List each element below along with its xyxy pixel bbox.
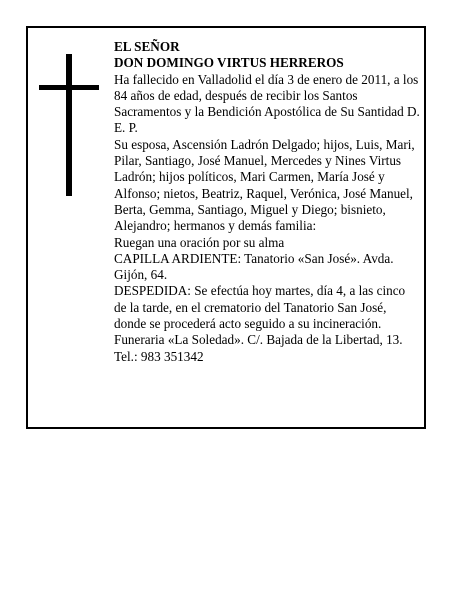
obituary-text <box>114 39 420 365</box>
funeral-home: Funeraria «La Soledad». C/. Bajada de la Libertad, 13. <box>114 332 403 348</box>
death-announcement: Ha fallecido en Valladolid el día 3 de enero de 2011, a los 84 años de edad, después de recibir los Santos Sacramentos y la Bendición Apostólica de Su Santidad D. E. P. <box>114 71 420 136</box>
farewell-info: DESPEDIDA: Se efectúa hoy martes, día 4, a las cinco de la tarde, en el crematorio del Tanatorio San José, donde se procederá acto seguido a su incineración. <box>114 283 406 332</box>
cross-vertical-bar <box>66 54 72 196</box>
heading-line-1: EL SEÑOR <box>114 39 180 54</box>
family-list: Su esposa, Ascensión Ladrón Delgado; hijos, Luis, Mari, Pilar, Santiago, José Manuel, Mercedes y Nines Virtus Ladrón; hijos políticos, Mari Carmen, María José y Alfonso; nietos, Beatriz, Raquel, Verónica, José Manuel, Berta, Gemma, Santiago, Miguel y Diego; bisnieto, Alejandro; hermanos y demás familia: <box>114 136 415 234</box>
cross-horizontal-bar <box>39 85 99 90</box>
obituary-notice <box>26 26 426 429</box>
chapel-info: CAPILLA ARDIENTE: Tanatorio «San José». Avda. Gijón, 64. <box>114 250 394 283</box>
phone-number: Tel.: 983 351342 <box>114 348 204 364</box>
prayer-request: Ruegan una oración por su alma <box>114 234 285 250</box>
deceased-name: DON DOMINGO VIRTUS HERREROS <box>114 55 344 71</box>
